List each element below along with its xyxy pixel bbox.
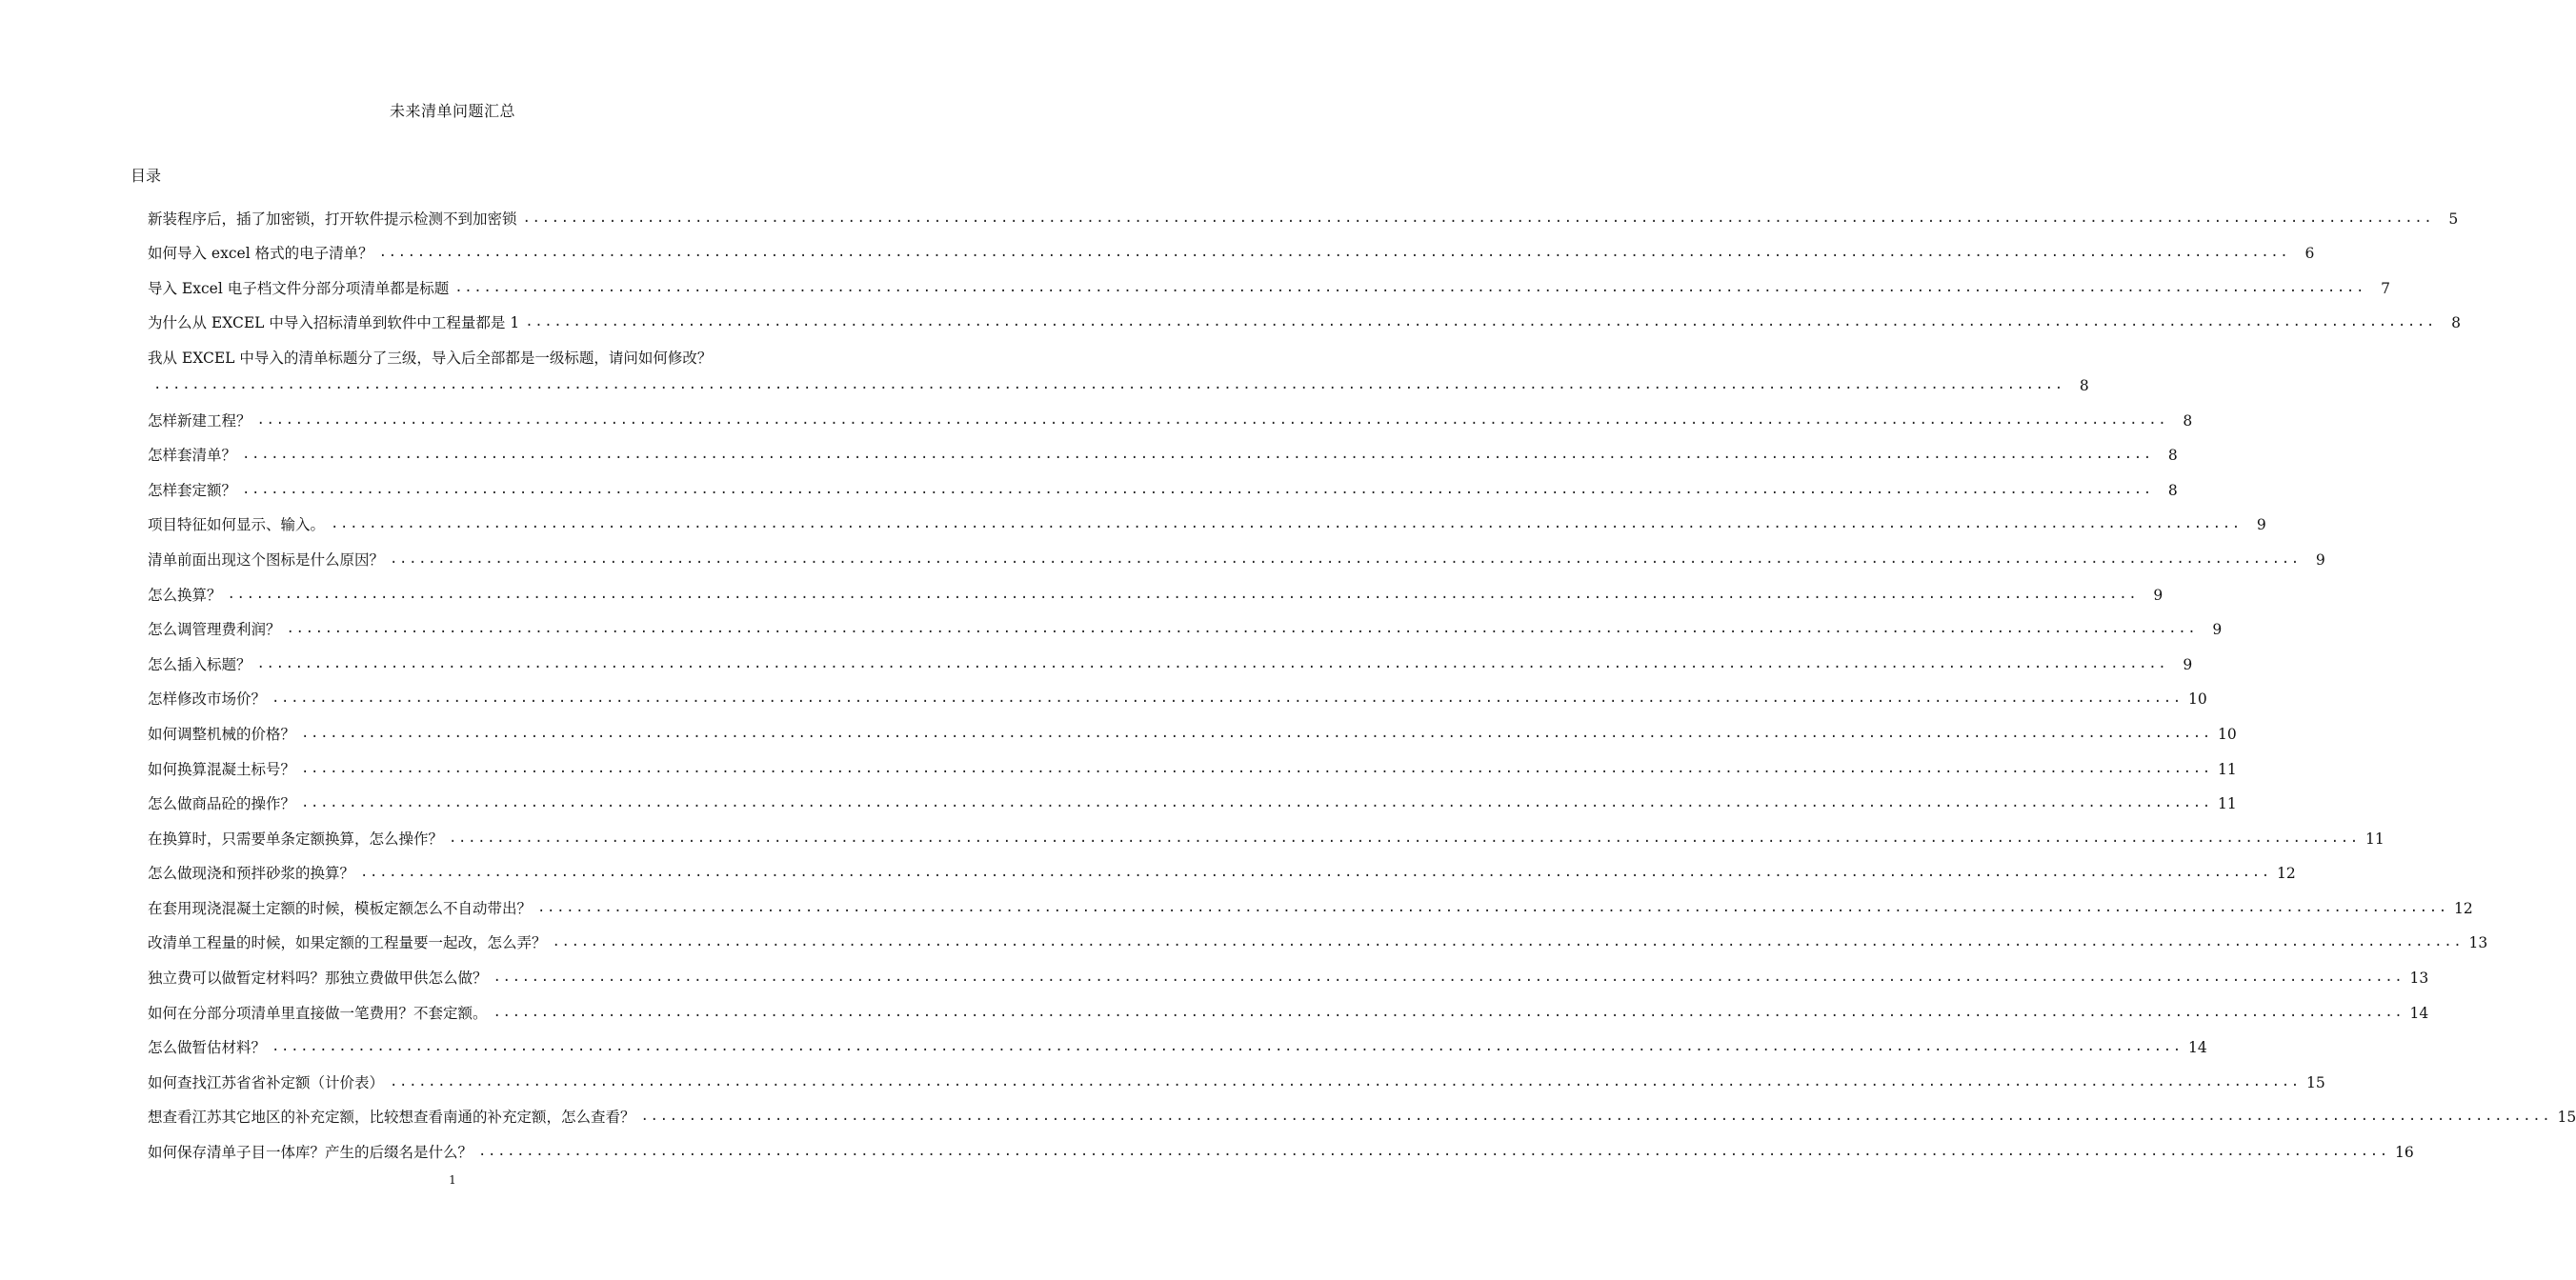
toc-heading: 目录 — [131, 167, 162, 185]
toc-entry-text: 怎么做商品砼的操作？ — [148, 795, 296, 813]
toc-entry-page: 8 — [2167, 447, 2178, 465]
toc-entry-page: 15 — [2557, 1109, 2576, 1127]
toc-entry[interactable] — [148, 605, 2223, 640]
toc-entry[interactable] — [148, 298, 2461, 333]
toc-leader-dots: ........................................................................................................................................................................................................ — [301, 725, 2212, 741]
toc-entry-page: 10 — [2218, 725, 2237, 743]
toc-entry-text: 怎样套定额？ — [148, 481, 237, 499]
toc-entry-page: 8 — [2167, 481, 2178, 499]
toc-leader-dots: ........................................................................................................................................................................................................ — [242, 447, 2153, 463]
toc-leader-dots: ........................................................................................................................................................................................................ — [640, 1109, 2552, 1125]
toc-entry-text: 为什么从 EXCEL 中导入招标清单到软件中工程量都是 1 — [148, 314, 520, 332]
toc-entry-text: 怎么做暂估材料？ — [148, 1039, 267, 1057]
toc-entry-page: 9 — [2183, 655, 2193, 673]
toc-leader-dots: ........................................................................................................................................................................................................ — [378, 245, 2290, 261]
toc-entry-page: 8 — [2183, 411, 2193, 430]
toc-entry[interactable] — [148, 1023, 2207, 1058]
toc-leader-dots: ........................................................................................................................................................................................................ — [153, 376, 2064, 392]
toc-entry-page: 9 — [2212, 621, 2223, 639]
toc-entry[interactable] — [148, 263, 2390, 298]
toc-entry-page: 13 — [2468, 934, 2488, 952]
toc-entry-text: 在换算时，只需要单条定额换算，怎么操作？ — [148, 830, 444, 848]
toc-leader-dots: ........................................................................................................................................................................................................ — [522, 210, 2434, 226]
page-number: 1 — [449, 1173, 456, 1187]
toc-entry-page: 11 — [2218, 760, 2237, 778]
toc-leader-dots: ........................................................................................................................................................................................................ — [552, 934, 2464, 950]
toc-entry-page: 7 — [2381, 279, 2390, 297]
toc-entry-text: 清单前面出现这个图标是什么原因？ — [148, 550, 385, 569]
toc-entry-page: 16 — [2395, 1144, 2414, 1162]
toc-entry-text: 如何调整机械的价格？ — [148, 725, 296, 743]
toc-leader-dots: ........................................................................................................................................................................................................ — [256, 411, 2168, 428]
toc-leader-dots: ........................................................................................................................................................................................................ — [256, 655, 2168, 671]
toc-entry-page: 14 — [2409, 1004, 2429, 1022]
toc-entry[interactable] — [148, 952, 2429, 988]
toc-entry-text: 怎么调管理费利润？ — [148, 621, 281, 639]
toc-entry-text: 怎样修改市场价？ — [148, 690, 267, 709]
toc-entry-text: 项目特征如何显示、输入。 — [148, 516, 326, 534]
toc-entry-text: 怎样新建工程？ — [148, 411, 252, 430]
toc-leader-dots: ........................................................................................................................................................................................................ — [454, 279, 2365, 295]
toc-entry-page: 9 — [2315, 550, 2325, 569]
toc-entry[interactable] — [148, 465, 2178, 500]
toc-entry[interactable] — [148, 849, 2296, 884]
toc-leader-dots: ........................................................................................................................................................................................................ — [272, 690, 2183, 707]
toc-entry-text: 如何查找江苏省省补定额（计价表） — [148, 1073, 385, 1091]
toc-entry[interactable] — [148, 639, 2193, 674]
toc-entry-page: 8 — [2451, 314, 2461, 332]
toc-entry-page: 8 — [2079, 376, 2089, 394]
toc-entry[interactable] — [148, 1092, 2576, 1128]
toc-entry-text: 改清单工程量的时候，如果定额的工程量要一起改，怎么弄？ — [148, 934, 547, 952]
toc-leader-dots: ........................................................................................................................................................................................................ — [449, 830, 2360, 846]
toc-entry[interactable] — [148, 229, 2315, 264]
toc-entry-text: 独立费可以做暂定材料吗？那独立费做甲供怎么做？ — [148, 970, 488, 988]
toc-leader-dots: ........................................................................................................................................................................................................ — [301, 760, 2212, 776]
toc-entry-text: 想查看江苏其它地区的补充定额，比较想查看南通的补充定额，怎么查看？ — [148, 1109, 635, 1127]
toc-entry[interactable] — [148, 534, 2325, 570]
toc-entry-page: 15 — [2306, 1073, 2325, 1091]
toc-entry[interactable] — [148, 395, 2193, 430]
toc-entry-text: 如何在分部分项清单里直接做一笔费用？不套定额。 — [148, 1004, 488, 1022]
toc-entry[interactable] — [148, 709, 2237, 744]
toc-leader-dots: ........................................................................................................................................................................................................ — [286, 621, 2198, 637]
toc-entry-text: 如何保存清单子目一体库？产生的后缀名是什么？ — [148, 1144, 473, 1162]
toc-entry-text: 怎么插入标题？ — [148, 655, 252, 673]
toc-entry-page: 12 — [2454, 899, 2473, 917]
toc-entry-text: 如何导入 excel 格式的电子清单？ — [148, 245, 373, 263]
toc-leader-dots: ........................................................................................................................................................................................................ — [242, 481, 2153, 497]
toc-entry[interactable] — [148, 500, 2266, 535]
toc-leader-dots: ........................................................................................................................................................................................................ — [493, 1004, 2405, 1020]
toc-entry-page: 9 — [2256, 516, 2266, 534]
toc-leader-dots: ........................................................................................................................................................................................................ — [331, 516, 2242, 532]
toc-entry-page: 13 — [2409, 970, 2429, 988]
toc-entry[interactable] — [148, 193, 2459, 229]
toc-leader-dots: ........................................................................................................................................................................................................ — [525, 314, 2436, 330]
toc-entry[interactable] — [148, 779, 2237, 814]
toc-entry[interactable] — [148, 1057, 2325, 1092]
toc-entry[interactable] — [148, 570, 2163, 605]
toc-entry[interactable] — [148, 674, 2207, 710]
toc-entry-text: 导入 Excel 电子档文件分部分项清单都是标题 — [148, 279, 450, 297]
toc-entry[interactable] — [148, 332, 2089, 395]
toc-entry-page: 10 — [2188, 690, 2207, 709]
toc-leader-dots: ........................................................................................................................................................................................................ — [390, 1073, 2301, 1090]
toc-entry-page: 11 — [2218, 795, 2237, 813]
toc-entry-text: 如何换算混凝土标号？ — [148, 760, 296, 778]
toc-leader-dots: ........................................................................................................................................................................................................ — [227, 586, 2139, 602]
toc-entry[interactable] — [148, 744, 2237, 779]
toc-entry[interactable] — [148, 1127, 2414, 1162]
toc-entry[interactable] — [148, 918, 2488, 953]
toc-entry-text: 我从 EXCEL 中导入的清单标题分了三级，导入后全部都是一级标题，请问如何修改？ — [148, 349, 713, 367]
toc-entry-text: 怎样套清单？ — [148, 447, 237, 465]
toc-entry-text: 怎么换算？ — [148, 586, 222, 604]
toc-leader-dots: ........................................................................................................................................................................................................ — [493, 970, 2405, 986]
toc-entry-page: 11 — [2365, 830, 2385, 848]
toc-entry-text: 新装程序后，插了加密锁，打开软件提示检测不到加密锁 — [148, 210, 517, 228]
toc-entry[interactable] — [148, 988, 2429, 1023]
toc-entry-page: 12 — [2277, 865, 2296, 883]
toc-entry-text: 怎么做现浇和预拌砂浆的换算？ — [148, 865, 355, 883]
toc-entry-page: 9 — [2153, 586, 2163, 604]
toc-entry[interactable] — [148, 883, 2473, 918]
toc-entry-page: 6 — [2304, 245, 2315, 263]
toc-leader-dots: ........................................................................................................................................................................................................ — [301, 795, 2212, 811]
toc-entry-page: 14 — [2188, 1039, 2207, 1057]
toc-leader-dots: ........................................................................................................................................................................................................ — [390, 550, 2301, 567]
document-title: 未来清单问题汇总 — [389, 102, 515, 120]
toc-leader-dots: ........................................................................................................................................................................................................ — [360, 865, 2271, 881]
toc-entry-text: 在套用现浇混凝土定额的时候，模板定额怎么不自动带出？ — [148, 899, 533, 917]
toc-entry[interactable] — [148, 813, 2385, 849]
toc-leader-dots: ........................................................................................................................................................................................................ — [272, 1039, 2183, 1055]
toc-leader-dots: ........................................................................................................................................................................................................ — [478, 1144, 2389, 1160]
table-of-contents — [148, 193, 2576, 1162]
toc-entry[interactable] — [148, 430, 2178, 466]
toc-entry-page: 5 — [2448, 210, 2459, 228]
toc-leader-dots: ........................................................................................................................................................................................................ — [537, 899, 2448, 915]
